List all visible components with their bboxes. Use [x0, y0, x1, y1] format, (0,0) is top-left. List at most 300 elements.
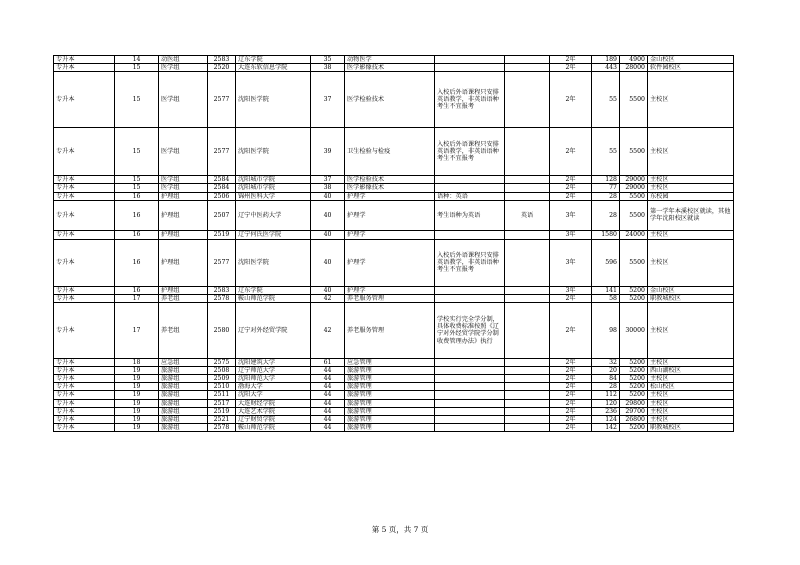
cell-note: 考生语种为英语 [435, 200, 505, 230]
cell-years: 3年 [550, 286, 592, 294]
cell-plan: 28 [592, 383, 620, 391]
cell-group: 旅游组 [159, 423, 208, 431]
cell-major: 旅游管理 [345, 423, 435, 431]
table-row [54, 184, 734, 192]
cell-school-code: 2583 [208, 286, 236, 294]
cell-plan: 84 [592, 375, 620, 383]
cell-level: 专升本 [54, 358, 115, 366]
cell-note: 学校实行完全学分制，具体收费标准按照《辽宁对外经贸学院学分制收费管理办法》执行 [435, 302, 505, 358]
cell-language [505, 407, 550, 415]
table-row [54, 407, 734, 415]
cell-campus: 主校区 [648, 375, 734, 383]
cell-major-code: 44 [311, 367, 345, 375]
cell-major-code: 40 [311, 200, 345, 230]
cell-fee: 5500 [620, 200, 648, 230]
cell-language [505, 358, 550, 366]
cell-batch: 19 [115, 423, 159, 431]
cell-note [435, 56, 505, 64]
cell-major: 卫生检验与检疫 [345, 128, 435, 176]
cell-group: 旅游组 [159, 415, 208, 423]
cell-language [505, 294, 550, 302]
cell-years: 2年 [550, 423, 592, 431]
cell-plan: 124 [592, 415, 620, 423]
cell-school: 渤海大学 [236, 383, 311, 391]
cell-major-code: 40 [311, 192, 345, 200]
cell-campus: 第一学年本溪校区就读，其他学年沈阳校区就读 [648, 200, 734, 230]
cell-fee: 29000 [620, 176, 648, 184]
cell-major-code: 40 [311, 286, 345, 294]
cell-group: 旅游组 [159, 399, 208, 407]
cell-note [435, 286, 505, 294]
cell-batch: 15 [115, 128, 159, 176]
cell-fee: 24000 [620, 230, 648, 239]
cell-campus: 主校区 [648, 302, 734, 358]
cell-plan: 142 [592, 423, 620, 431]
cell-batch: 17 [115, 294, 159, 302]
cell-major: 护理学 [345, 239, 435, 286]
cell-language [505, 72, 550, 128]
table-row [54, 391, 734, 399]
cell-level: 专升本 [54, 239, 115, 286]
cell-plan: 55 [592, 128, 620, 176]
cell-school: 辽宁中医药大学 [236, 200, 311, 230]
cell-level: 专升本 [54, 375, 115, 383]
table-row [54, 423, 734, 431]
table-row [54, 294, 734, 302]
cell-plan: 236 [592, 407, 620, 415]
table-row [54, 399, 734, 407]
cell-fee: 29800 [620, 399, 648, 407]
cell-plan: 112 [592, 391, 620, 399]
cell-school: 辽宁对外经贸学院 [236, 302, 311, 358]
cell-level: 专升本 [54, 294, 115, 302]
cell-major-code: 39 [311, 128, 345, 176]
cell-years: 2年 [550, 391, 592, 399]
cell-school: 鞍山师范学院 [236, 294, 311, 302]
cell-campus: 主校区 [648, 407, 734, 415]
cell-level: 专升本 [54, 383, 115, 391]
cell-major-code: 37 [311, 72, 345, 128]
cell-major: 护理学 [345, 192, 435, 200]
cell-level: 专升本 [54, 302, 115, 358]
cell-batch: 16 [115, 239, 159, 286]
cell-group: 医学组 [159, 128, 208, 176]
cell-campus: 主校区 [648, 184, 734, 192]
table-row [54, 64, 734, 72]
cell-language [505, 423, 550, 431]
cell-language [505, 302, 550, 358]
cell-years: 2年 [550, 399, 592, 407]
cell-school-code: 2509 [208, 375, 236, 383]
cell-note [435, 407, 505, 415]
cell-fee: 29700 [620, 407, 648, 415]
cell-group: 护理组 [159, 286, 208, 294]
cell-group: 护理组 [159, 230, 208, 239]
cell-major-code: 44 [311, 423, 345, 431]
cell-language [505, 415, 550, 423]
cell-group: 旅游组 [159, 383, 208, 391]
cell-years: 2年 [550, 56, 592, 64]
cell-level: 专升本 [54, 367, 115, 375]
cell-batch: 17 [115, 302, 159, 358]
cell-school: 沈阳师范大学 [236, 375, 311, 383]
cell-campus: 主校区 [648, 239, 734, 286]
cell-campus: 主校区 [648, 230, 734, 239]
table-row [54, 72, 734, 128]
cell-school-code: 2510 [208, 383, 236, 391]
cell-major: 医学影像技术 [345, 64, 435, 72]
cell-campus: 主校区 [648, 72, 734, 128]
cell-batch: 19 [115, 383, 159, 391]
cell-language [505, 239, 550, 286]
cell-batch: 19 [115, 407, 159, 415]
cell-campus: 金山校区 [648, 56, 734, 64]
cell-group: 旅游组 [159, 391, 208, 399]
cell-school-code: 2577 [208, 239, 236, 286]
cell-note [435, 399, 505, 407]
cell-fee: 5200 [620, 286, 648, 294]
cell-years: 2年 [550, 383, 592, 391]
table-row [54, 286, 734, 294]
cell-plan: 58 [592, 294, 620, 302]
cell-fee: 5200 [620, 367, 648, 375]
cell-note [435, 383, 505, 391]
table-row [54, 230, 734, 239]
cell-school: 大连东软信息学院 [236, 64, 311, 72]
cell-school: 沈阳医学院 [236, 72, 311, 128]
cell-school: 辽东学院 [236, 56, 311, 64]
cell-group: 医学组 [159, 176, 208, 184]
cell-group: 护理组 [159, 239, 208, 286]
cell-plan: 32 [592, 358, 620, 366]
cell-batch: 15 [115, 184, 159, 192]
cell-major: 旅游管理 [345, 383, 435, 391]
cell-years: 2年 [550, 294, 592, 302]
cell-batch: 15 [115, 176, 159, 184]
cell-campus: 主校区 [648, 128, 734, 176]
cell-level: 专升本 [54, 176, 115, 184]
cell-major: 养老服务管理 [345, 294, 435, 302]
cell-fee: 28000 [620, 64, 648, 72]
cell-school-code: 2507 [208, 200, 236, 230]
cell-level: 专升本 [54, 286, 115, 294]
cell-plan: 28 [592, 200, 620, 230]
cell-school: 锦州医科大学 [236, 192, 311, 200]
cell-note [435, 230, 505, 239]
cell-language [505, 399, 550, 407]
cell-major-code: 38 [311, 64, 345, 72]
cell-level: 专升本 [54, 415, 115, 423]
cell-language [505, 128, 550, 176]
cell-major-code: 42 [311, 294, 345, 302]
cell-fee: 5200 [620, 358, 648, 366]
cell-fee: 5500 [620, 128, 648, 176]
cell-group: 护理组 [159, 192, 208, 200]
cell-major-code: 44 [311, 375, 345, 383]
cell-level: 专升本 [54, 399, 115, 407]
cell-language [505, 286, 550, 294]
cell-major: 护理学 [345, 200, 435, 230]
cell-group: 旅游组 [159, 407, 208, 415]
cell-language [505, 391, 550, 399]
cell-fee: 5200 [620, 391, 648, 399]
cell-campus: 职教城校区 [648, 294, 734, 302]
enrollment-table [53, 55, 734, 432]
cell-language: 英语 [505, 200, 550, 230]
cell-years: 2年 [550, 72, 592, 128]
cell-school-code: 2580 [208, 302, 236, 358]
cell-fee: 26800 [620, 415, 648, 423]
cell-level: 专升本 [54, 200, 115, 230]
cell-campus: 职教城校区 [648, 423, 734, 431]
cell-major: 动物医学 [345, 56, 435, 64]
cell-plan: 77 [592, 184, 620, 192]
cell-plan: 55 [592, 72, 620, 128]
cell-group: 养老组 [159, 302, 208, 358]
cell-years: 2年 [550, 407, 592, 415]
cell-school: 大连财经学院 [236, 399, 311, 407]
cell-years: 2年 [550, 176, 592, 184]
cell-school-code: 2506 [208, 192, 236, 200]
table-row [54, 367, 734, 375]
cell-batch: 19 [115, 399, 159, 407]
cell-school-code: 2577 [208, 128, 236, 176]
cell-school: 辽宁师范大学 [236, 367, 311, 375]
cell-school: 大连艺术学院 [236, 407, 311, 415]
cell-level: 专升本 [54, 184, 115, 192]
table-row [54, 56, 734, 64]
cell-note: 语种：英语 [435, 192, 505, 200]
cell-major: 应急管理 [345, 358, 435, 366]
cell-level: 专升本 [54, 391, 115, 399]
cell-fee: 30000 [620, 302, 648, 358]
cell-school-code: 2519 [208, 407, 236, 415]
cell-years: 2年 [550, 128, 592, 176]
cell-major-code: 44 [311, 391, 345, 399]
cell-level: 专升本 [54, 64, 115, 72]
cell-major: 旅游管理 [345, 391, 435, 399]
cell-school: 沈阳城市学院 [236, 176, 311, 184]
cell-level: 专升本 [54, 230, 115, 239]
cell-major-code: 44 [311, 383, 345, 391]
cell-batch: 19 [115, 415, 159, 423]
cell-note [435, 423, 505, 431]
cell-plan: 28 [592, 192, 620, 200]
cell-level: 专升本 [54, 192, 115, 200]
cell-plan: 141 [592, 286, 620, 294]
cell-fee: 5200 [620, 383, 648, 391]
cell-years: 2年 [550, 358, 592, 366]
cell-campus: 主校区 [648, 399, 734, 407]
table-row [54, 375, 734, 383]
cell-plan: 189 [592, 56, 620, 64]
cell-plan: 1580 [592, 230, 620, 239]
cell-batch: 19 [115, 367, 159, 375]
cell-school-code: 2583 [208, 56, 236, 64]
cell-level: 专升本 [54, 72, 115, 128]
cell-fee: 5500 [620, 72, 648, 128]
cell-note [435, 184, 505, 192]
cell-batch: 16 [115, 286, 159, 294]
table-row [54, 239, 734, 286]
cell-language [505, 64, 550, 72]
cell-campus: 主校区 [648, 391, 734, 399]
cell-note [435, 64, 505, 72]
cell-campus: 主校区 [648, 415, 734, 423]
cell-language [505, 176, 550, 184]
cell-school: 沈阳大学 [236, 391, 311, 399]
table-row [54, 358, 734, 366]
cell-note [435, 391, 505, 399]
cell-language [505, 230, 550, 239]
cell-major-code: 44 [311, 407, 345, 415]
table-row [54, 128, 734, 176]
cell-school-code: 2578 [208, 423, 236, 431]
cell-major-code: 40 [311, 230, 345, 239]
cell-major: 医学检验技术 [345, 72, 435, 128]
cell-major-code: 44 [311, 415, 345, 423]
cell-campus: 主校区 [648, 176, 734, 184]
cell-fee: 4900 [620, 56, 648, 64]
cell-note: 入校后外语课程只安排英语教学，非英语语种考生不宜报考 [435, 239, 505, 286]
cell-plan: 20 [592, 367, 620, 375]
cell-batch: 19 [115, 391, 159, 399]
cell-school: 鞍山师范学院 [236, 423, 311, 431]
cell-major-code: 40 [311, 239, 345, 286]
cell-campus: 主校区 [648, 358, 734, 366]
cell-major: 护理学 [345, 230, 435, 239]
cell-level: 专升本 [54, 128, 115, 176]
cell-group: 旅游组 [159, 367, 208, 375]
cell-major: 旅游管理 [345, 407, 435, 415]
cell-fee: 5200 [620, 423, 648, 431]
cell-language [505, 56, 550, 64]
cell-plan: 98 [592, 302, 620, 358]
cell-fee: 5500 [620, 239, 648, 286]
cell-major: 医学检验技术 [345, 176, 435, 184]
cell-note [435, 415, 505, 423]
cell-note [435, 294, 505, 302]
table-row [54, 415, 734, 423]
cell-years: 2年 [550, 375, 592, 383]
cell-school-code: 2517 [208, 399, 236, 407]
cell-campus: 东校园 [648, 192, 734, 200]
cell-group: 医学组 [159, 64, 208, 72]
cell-school: 辽东学院 [236, 286, 311, 294]
cell-fee: 5500 [620, 192, 648, 200]
cell-batch: 15 [115, 64, 159, 72]
cell-note: 入校后外语课程只安排英语教学，非英语语种考生不宜报考 [435, 128, 505, 176]
cell-language [505, 367, 550, 375]
cell-major-code: 42 [311, 302, 345, 358]
cell-school: 辽宁财贸学院 [236, 415, 311, 423]
cell-major-code: 44 [311, 399, 345, 407]
cell-school: 沈阳医学院 [236, 239, 311, 286]
cell-group: 应急组 [159, 358, 208, 366]
cell-campus: 松山校区 [648, 383, 734, 391]
cell-major: 旅游管理 [345, 375, 435, 383]
table-row [54, 383, 734, 391]
cell-note [435, 176, 505, 184]
cell-major: 医学影像技术 [345, 184, 435, 192]
cell-school-code: 2508 [208, 367, 236, 375]
cell-school-code: 2578 [208, 294, 236, 302]
cell-school-code: 2584 [208, 184, 236, 192]
cell-plan: 120 [592, 399, 620, 407]
table-row [54, 302, 734, 358]
cell-school-code: 2575 [208, 358, 236, 366]
cell-school-code: 2519 [208, 230, 236, 239]
table-row [54, 176, 734, 184]
cell-school-code: 2584 [208, 176, 236, 184]
cell-school-code: 2577 [208, 72, 236, 128]
cell-group: 医学组 [159, 184, 208, 192]
cell-school: 沈阳城市学院 [236, 184, 311, 192]
cell-campus: 西山湖校区 [648, 367, 734, 375]
cell-level: 专升本 [54, 423, 115, 431]
cell-school-code: 2521 [208, 415, 236, 423]
cell-batch: 14 [115, 56, 159, 64]
page-footer: 第 5 页，共 7 页 [371, 525, 429, 534]
cell-campus: 金山校区 [648, 286, 734, 294]
cell-note [435, 367, 505, 375]
cell-school-code: 2511 [208, 391, 236, 399]
cell-school-code: 2520 [208, 64, 236, 72]
cell-batch: 18 [115, 358, 159, 366]
cell-major: 养老服务管理 [345, 302, 435, 358]
cell-years: 3年 [550, 200, 592, 230]
cell-fee: 5200 [620, 294, 648, 302]
cell-group: 旅游组 [159, 375, 208, 383]
cell-batch: 16 [115, 200, 159, 230]
cell-batch: 15 [115, 72, 159, 128]
cell-batch: 19 [115, 375, 159, 383]
cell-years: 3年 [550, 230, 592, 239]
cell-school: 沈阳医学院 [236, 128, 311, 176]
cell-batch: 16 [115, 230, 159, 239]
cell-plan: 128 [592, 176, 620, 184]
cell-major-code: 61 [311, 358, 345, 366]
cell-group: 医学组 [159, 72, 208, 128]
cell-years: 2年 [550, 184, 592, 192]
cell-years: 2年 [550, 302, 592, 358]
cell-language [505, 184, 550, 192]
cell-major: 旅游管理 [345, 415, 435, 423]
cell-years: 2年 [550, 415, 592, 423]
cell-major-code: 38 [311, 184, 345, 192]
cell-group: 动医组 [159, 56, 208, 64]
cell-level: 专升本 [54, 56, 115, 64]
cell-school: 辽宁何氏医学院 [236, 230, 311, 239]
cell-plan: 443 [592, 64, 620, 72]
cell-group: 养老组 [159, 294, 208, 302]
table-row [54, 192, 734, 200]
cell-years: 2年 [550, 367, 592, 375]
cell-plan: 596 [592, 239, 620, 286]
cell-major: 旅游管理 [345, 367, 435, 375]
cell-campus: 软件园校区 [648, 64, 734, 72]
cell-language [505, 383, 550, 391]
table-row [54, 200, 734, 230]
cell-language [505, 192, 550, 200]
cell-major-code: 35 [311, 56, 345, 64]
cell-fee: 5200 [620, 375, 648, 383]
cell-years: 3年 [550, 239, 592, 286]
cell-group: 护理组 [159, 200, 208, 230]
cell-school: 沈阳建筑大学 [236, 358, 311, 366]
cell-years: 2年 [550, 64, 592, 72]
cell-level: 专升本 [54, 407, 115, 415]
